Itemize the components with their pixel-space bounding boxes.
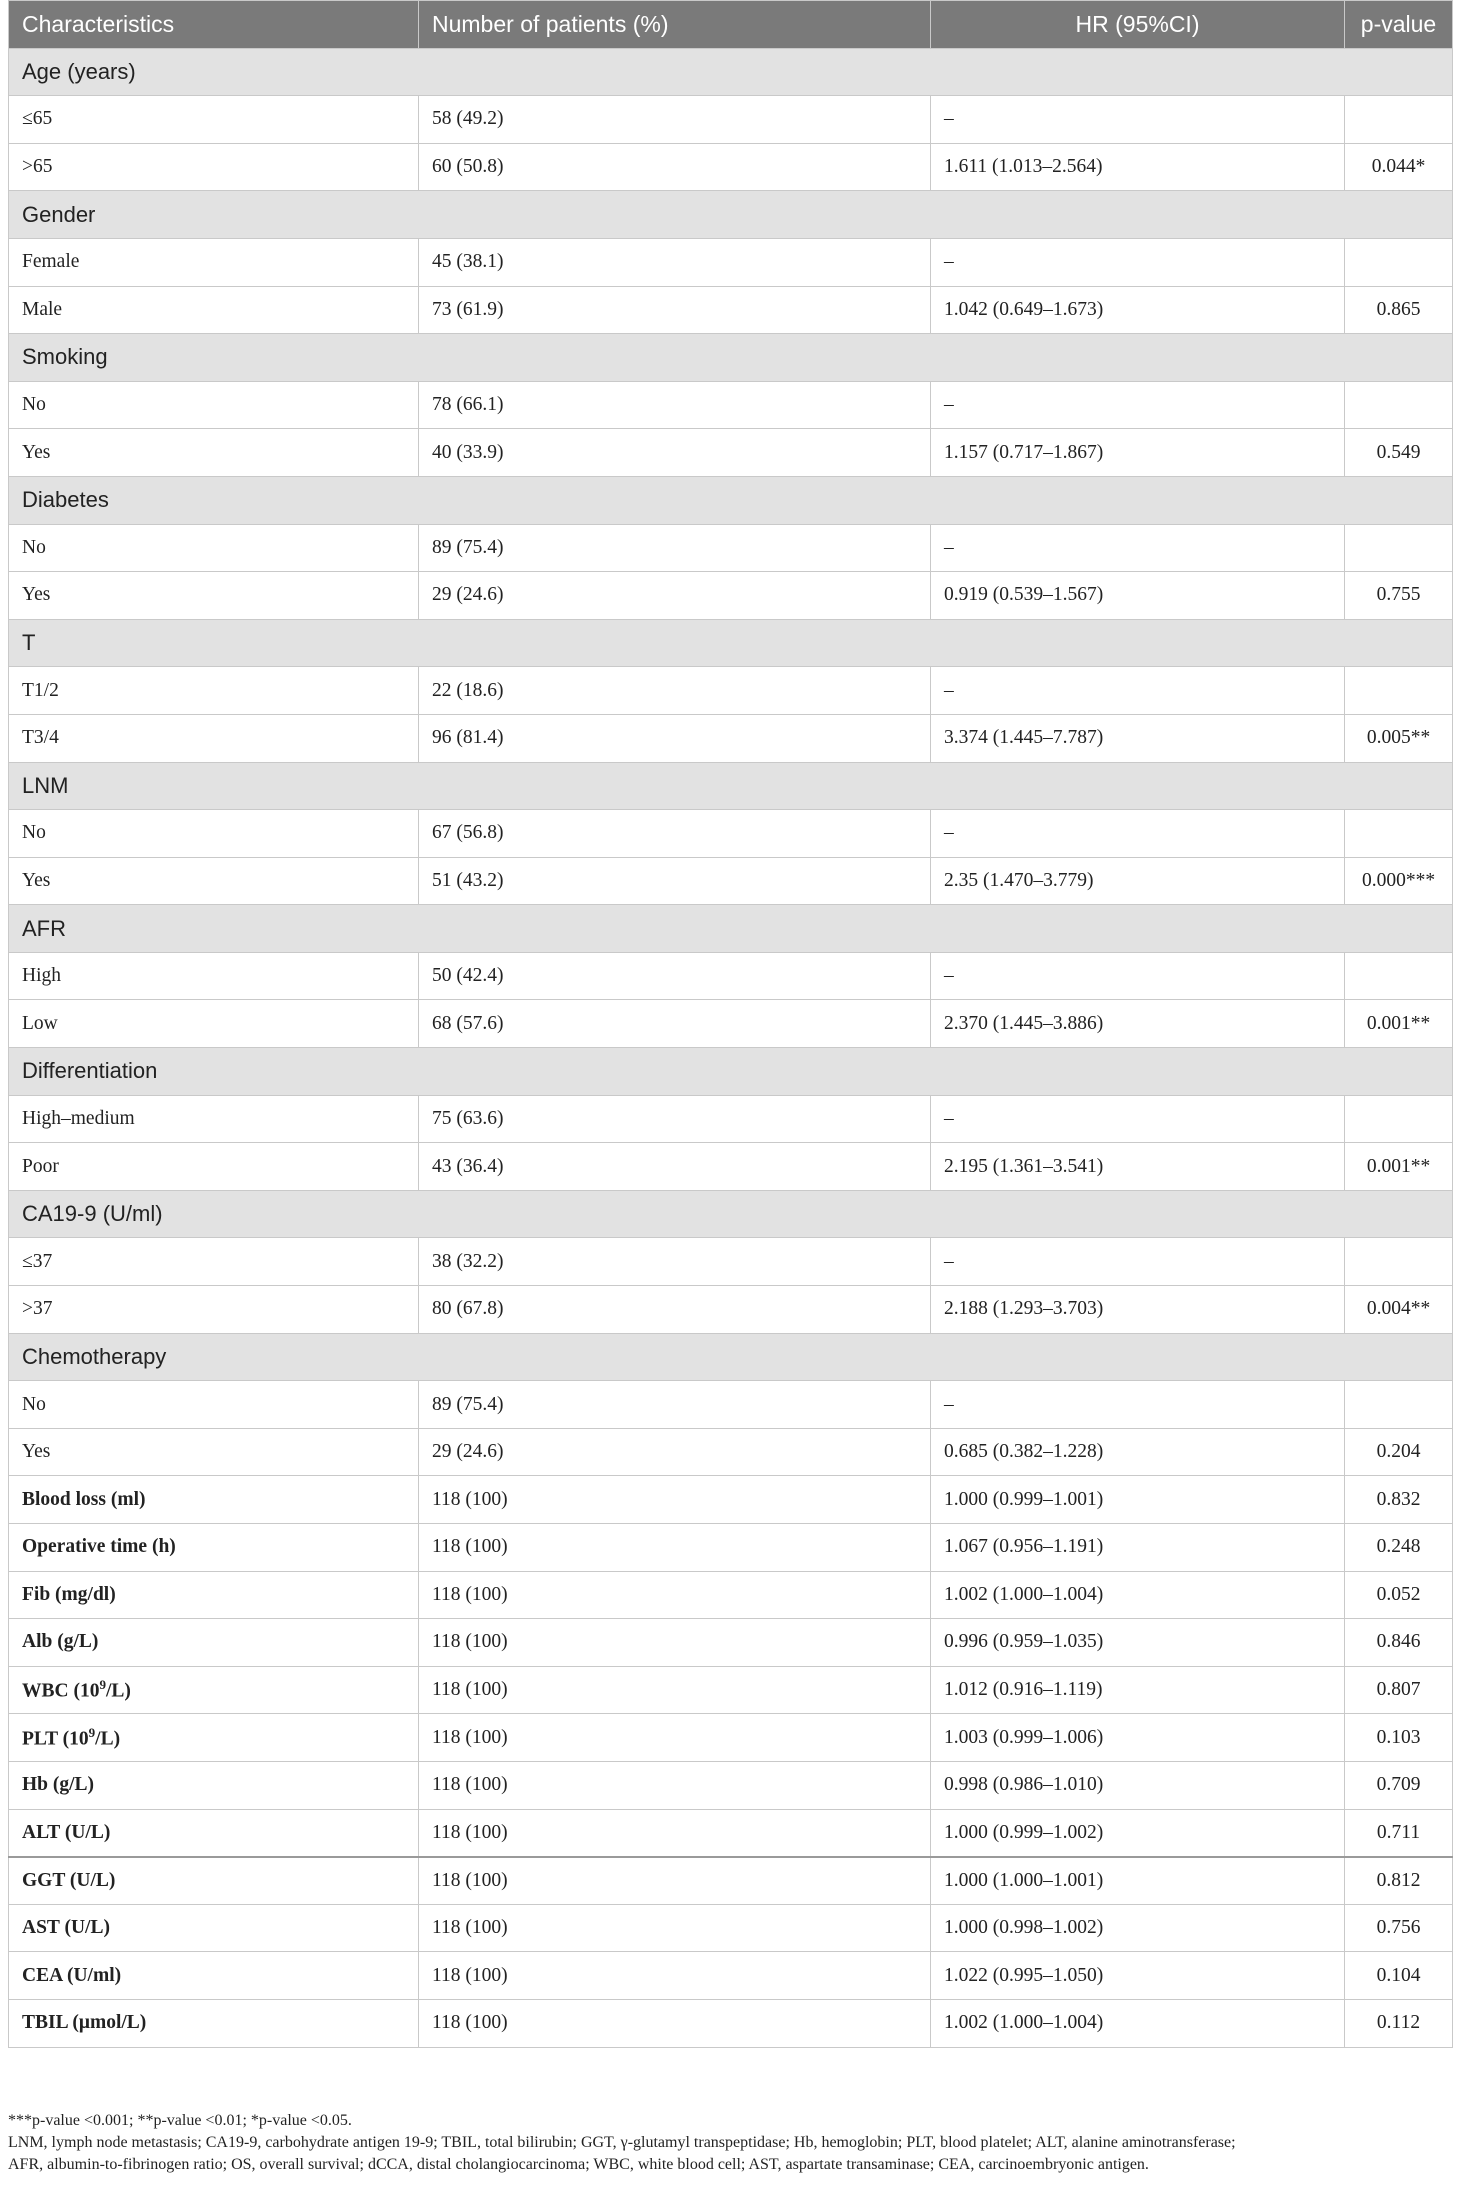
row-label: Low xyxy=(9,1000,419,1048)
row-patients: 118 (100) xyxy=(419,1857,931,1905)
table-row xyxy=(9,238,1453,286)
row-label xyxy=(9,1761,419,1809)
row-label-text: Blood loss (ml) xyxy=(22,1488,146,1510)
row-label: High–medium xyxy=(9,1095,419,1143)
group-header-row xyxy=(9,1190,1453,1238)
table-row xyxy=(9,1761,1453,1809)
row-patients: 89 (75.4) xyxy=(419,1381,931,1429)
footnote-abbreviations-2: AFR, albumin-to-fibrinogen ratio; OS, overall survival; dCCA, distal cholangiocarcinoma; WBC, white blood cell; AST, aspartate transaminase; CEA, carcinoembryonic antigen. xyxy=(8,2156,1149,2173)
row-hr: – xyxy=(931,238,1345,286)
table-row xyxy=(9,1000,1453,1048)
group-title: T xyxy=(9,619,1453,667)
table-row xyxy=(9,1476,1453,1524)
row-label xyxy=(9,1619,419,1667)
row-pvalue xyxy=(1345,1238,1453,1286)
row-pvalue: 0.000*** xyxy=(1345,857,1453,905)
row-label: Female xyxy=(9,238,419,286)
footnotes xyxy=(8,2110,1452,2176)
row-label: No xyxy=(9,1381,419,1429)
table-row xyxy=(9,1524,1453,1572)
row-patients: 73 (61.9) xyxy=(419,286,931,334)
row-pvalue: 0.549 xyxy=(1345,429,1453,477)
row-patients: 58 (49.2) xyxy=(419,96,931,144)
row-hr: 0.996 (0.959–1.035) xyxy=(931,1619,1345,1667)
row-hr: – xyxy=(931,96,1345,144)
row-patients: 80 (67.8) xyxy=(419,1286,931,1334)
row-patients: 38 (32.2) xyxy=(419,1238,931,1286)
row-label: No xyxy=(9,524,419,572)
row-patients: 51 (43.2) xyxy=(419,857,931,905)
row-pvalue: 0.112 xyxy=(1345,1999,1453,2047)
row-label-text: PLT (10 xyxy=(22,1728,89,1750)
group-header-row xyxy=(9,48,1453,96)
group-header-row xyxy=(9,619,1453,667)
row-hr: 1.000 (0.998–1.002) xyxy=(931,1904,1345,1952)
row-label: Yes xyxy=(9,572,419,620)
row-pvalue: 0.001** xyxy=(1345,1000,1453,1048)
table-row xyxy=(9,572,1453,620)
row-label-text: AST (U/L) xyxy=(22,1917,110,1939)
row-label xyxy=(9,1857,419,1905)
row-patients: 118 (100) xyxy=(419,1619,931,1667)
group-title: AFR xyxy=(9,905,1453,953)
row-label xyxy=(9,1904,419,1952)
table-row xyxy=(9,1571,1453,1619)
row-label-text: TBIL (μmol/L) xyxy=(22,2012,147,2034)
row-pvalue xyxy=(1345,952,1453,1000)
row-patients: 29 (24.6) xyxy=(419,572,931,620)
group-header-row xyxy=(9,1333,1453,1381)
row-patients: 118 (100) xyxy=(419,1571,931,1619)
table-row xyxy=(9,1381,1453,1429)
row-label: No xyxy=(9,810,419,858)
row-pvalue: 0.846 xyxy=(1345,1619,1453,1667)
row-label: Yes xyxy=(9,429,419,477)
row-label xyxy=(9,1666,419,1714)
table-row xyxy=(9,1238,1453,1286)
row-patients: 75 (63.6) xyxy=(419,1095,931,1143)
row-pvalue xyxy=(1345,238,1453,286)
row-patients: 60 (50.8) xyxy=(419,143,931,191)
row-hr: 2.195 (1.361–3.541) xyxy=(931,1143,1345,1191)
row-hr: 2.35 (1.470–3.779) xyxy=(931,857,1345,905)
row-label-text: GGT (U/L) xyxy=(22,1869,116,1891)
table-row xyxy=(9,429,1453,477)
group-title: CA19-9 (U/ml) xyxy=(9,1190,1453,1238)
row-hr: 1.003 (0.999–1.006) xyxy=(931,1714,1345,1762)
group-title: Gender xyxy=(9,191,1453,239)
row-hr: 0.998 (0.986–1.010) xyxy=(931,1761,1345,1809)
row-hr: 1.000 (0.999–1.001) xyxy=(931,1476,1345,1524)
table-row xyxy=(9,1904,1453,1952)
row-patients: 96 (81.4) xyxy=(419,714,931,762)
table-header xyxy=(9,1,1453,49)
group-title: Differentiation xyxy=(9,1048,1453,1096)
row-label-suffix: /L) xyxy=(105,1680,131,1702)
row-hr: – xyxy=(931,1238,1345,1286)
row-patients: 50 (42.4) xyxy=(419,952,931,1000)
row-label xyxy=(9,1809,419,1857)
table-row xyxy=(9,1143,1453,1191)
row-pvalue: 0.756 xyxy=(1345,1904,1453,1952)
row-patients: 118 (100) xyxy=(419,1666,931,1714)
group-title: Diabetes xyxy=(9,476,1453,524)
row-hr: 2.188 (1.293–3.703) xyxy=(931,1286,1345,1334)
row-label: High xyxy=(9,952,419,1000)
row-pvalue: 0.755 xyxy=(1345,572,1453,620)
row-pvalue xyxy=(1345,524,1453,572)
table-row xyxy=(9,96,1453,144)
group-header-row xyxy=(9,191,1453,239)
table-row xyxy=(9,1428,1453,1476)
row-patients: 118 (100) xyxy=(419,1809,931,1857)
row-label-suffix: /L) xyxy=(95,1728,121,1750)
row-hr: 1.012 (0.916–1.119) xyxy=(931,1666,1345,1714)
row-label: Male xyxy=(9,286,419,334)
row-hr: 2.370 (1.445–3.886) xyxy=(931,1000,1345,1048)
row-hr: 3.374 (1.445–7.787) xyxy=(931,714,1345,762)
table-container xyxy=(8,0,1452,2048)
row-hr: 1.157 (0.717–1.867) xyxy=(931,429,1345,477)
row-hr: 1.000 (0.999–1.002) xyxy=(931,1809,1345,1857)
group-header-row xyxy=(9,762,1453,810)
row-label: T3/4 xyxy=(9,714,419,762)
row-patients: 118 (100) xyxy=(419,1952,931,2000)
row-label xyxy=(9,1999,419,2047)
header-characteristics: Characteristics xyxy=(9,1,419,49)
row-label: >65 xyxy=(9,143,419,191)
group-header-row xyxy=(9,1048,1453,1096)
row-patients: 78 (66.1) xyxy=(419,381,931,429)
row-label: Yes xyxy=(9,1428,419,1476)
group-title: Chemotherapy xyxy=(9,1333,1453,1381)
row-pvalue: 0.001** xyxy=(1345,1143,1453,1191)
header-pvalue: p-value xyxy=(1345,1,1453,49)
row-hr: – xyxy=(931,1381,1345,1429)
row-pvalue xyxy=(1345,1095,1453,1143)
table-row xyxy=(9,1857,1453,1905)
row-patients: 29 (24.6) xyxy=(419,1428,931,1476)
row-label-superscript: 9 xyxy=(88,1724,96,1740)
row-pvalue: 0.204 xyxy=(1345,1428,1453,1476)
row-patients: 118 (100) xyxy=(419,1524,931,1572)
row-patients: 118 (100) xyxy=(419,1999,931,2047)
row-pvalue: 0.004** xyxy=(1345,1286,1453,1334)
row-label-text: Alb (g/L) xyxy=(22,1631,99,1653)
row-hr: 1.002 (1.000–1.004) xyxy=(931,1571,1345,1619)
row-hr: 1.611 (1.013–2.564) xyxy=(931,143,1345,191)
row-pvalue: 0.052 xyxy=(1345,1571,1453,1619)
row-patients: 118 (100) xyxy=(419,1476,931,1524)
row-label xyxy=(9,1952,419,2000)
row-label: Poor xyxy=(9,1143,419,1191)
row-hr: – xyxy=(931,524,1345,572)
row-patients: 40 (33.9) xyxy=(419,429,931,477)
row-pvalue: 0.044* xyxy=(1345,143,1453,191)
group-header-row xyxy=(9,476,1453,524)
table-row xyxy=(9,1286,1453,1334)
row-label xyxy=(9,1571,419,1619)
table-row xyxy=(9,714,1453,762)
table-row xyxy=(9,857,1453,905)
row-pvalue: 0.103 xyxy=(1345,1714,1453,1762)
row-label: Yes xyxy=(9,857,419,905)
row-hr: 1.022 (0.995–1.050) xyxy=(931,1952,1345,2000)
row-hr: 1.000 (1.000–1.001) xyxy=(931,1857,1345,1905)
row-patients: 45 (38.1) xyxy=(419,238,931,286)
table-row xyxy=(9,1809,1453,1857)
table-row xyxy=(9,1999,1453,2047)
table-row xyxy=(9,1666,1453,1714)
row-hr: – xyxy=(931,667,1345,715)
row-hr: 1.042 (0.649–1.673) xyxy=(931,286,1345,334)
row-pvalue xyxy=(1345,96,1453,144)
row-label: T1/2 xyxy=(9,667,419,715)
group-title: Smoking xyxy=(9,334,1453,382)
header-hr: HR (95%CI) xyxy=(931,1,1345,49)
row-pvalue: 0.104 xyxy=(1345,1952,1453,2000)
table-row xyxy=(9,952,1453,1000)
row-label-text: WBC (10 xyxy=(22,1680,100,1702)
row-patients: 22 (18.6) xyxy=(419,667,931,715)
row-patients: 43 (36.4) xyxy=(419,1143,931,1191)
row-patients: 118 (100) xyxy=(419,1714,931,1762)
row-pvalue: 0.812 xyxy=(1345,1857,1453,1905)
table-row xyxy=(9,1952,1453,2000)
table-row xyxy=(9,1714,1453,1762)
row-pvalue xyxy=(1345,1381,1453,1429)
row-label-text: Hb (g/L) xyxy=(22,1774,95,1796)
header-patients: Number of patients (%) xyxy=(419,1,931,49)
row-pvalue: 0.005** xyxy=(1345,714,1453,762)
group-header-row xyxy=(9,334,1453,382)
row-label-text: Fib (mg/dl) xyxy=(22,1583,116,1605)
table-row xyxy=(9,524,1453,572)
row-label: No xyxy=(9,381,419,429)
row-hr: – xyxy=(931,1095,1345,1143)
group-header-row xyxy=(9,905,1453,953)
row-pvalue: 0.807 xyxy=(1345,1666,1453,1714)
group-title: Age (years) xyxy=(9,48,1453,96)
row-hr: 1.002 (1.000–1.004) xyxy=(931,1999,1345,2047)
row-patients: 68 (57.6) xyxy=(419,1000,931,1048)
table-row xyxy=(9,1095,1453,1143)
footnote-abbreviations-1: LNM, lymph node metastasis; CA19-9, carbohydrate antigen 19-9; TBIL, total bilirubin; GGT, γ-glutamyl transpeptidase; Hb, hemoglobin; PLT, blood platelet; ALT, alanine aminotransferase; xyxy=(8,2134,1236,2151)
row-pvalue: 0.711 xyxy=(1345,1809,1453,1857)
table-row xyxy=(9,143,1453,191)
row-hr: 0.685 (0.382–1.228) xyxy=(931,1428,1345,1476)
row-hr: 0.919 (0.539–1.567) xyxy=(931,572,1345,620)
row-pvalue: 0.865 xyxy=(1345,286,1453,334)
row-hr: 1.067 (0.956–1.191) xyxy=(931,1524,1345,1572)
group-title: LNM xyxy=(9,762,1453,810)
row-patients: 118 (100) xyxy=(419,1761,931,1809)
row-patients: 118 (100) xyxy=(419,1904,931,1952)
row-label: ≤65 xyxy=(9,96,419,144)
row-pvalue: 0.709 xyxy=(1345,1761,1453,1809)
row-hr: – xyxy=(931,810,1345,858)
table-row xyxy=(9,286,1453,334)
table-body xyxy=(9,48,1453,2047)
row-pvalue xyxy=(1345,810,1453,858)
row-label-superscript: 9 xyxy=(99,1677,106,1693)
row-hr: – xyxy=(931,952,1345,1000)
row-pvalue xyxy=(1345,667,1453,715)
row-label-text: ALT (U/L) xyxy=(22,1821,111,1843)
row-patients: 67 (56.8) xyxy=(419,810,931,858)
table-row xyxy=(9,1619,1453,1667)
row-pvalue: 0.832 xyxy=(1345,1476,1453,1524)
row-label: ≤37 xyxy=(9,1238,419,1286)
row-label xyxy=(9,1476,419,1524)
row-pvalue xyxy=(1345,381,1453,429)
row-label-text: CEA (U/ml) xyxy=(22,1964,122,1986)
row-hr: – xyxy=(931,381,1345,429)
row-label: >37 xyxy=(9,1286,419,1334)
table-row xyxy=(9,810,1453,858)
survival-table xyxy=(8,0,1453,2048)
row-label-text: Operative time (h) xyxy=(22,1536,176,1558)
table-row xyxy=(9,667,1453,715)
row-pvalue: 0.248 xyxy=(1345,1524,1453,1572)
table-row xyxy=(9,381,1453,429)
footnote-significance: ***p-value <0.001; **p-value <0.01; *p-value <0.05. xyxy=(8,2112,352,2129)
row-label xyxy=(9,1714,419,1762)
row-patients: 89 (75.4) xyxy=(419,524,931,572)
row-label xyxy=(9,1524,419,1572)
